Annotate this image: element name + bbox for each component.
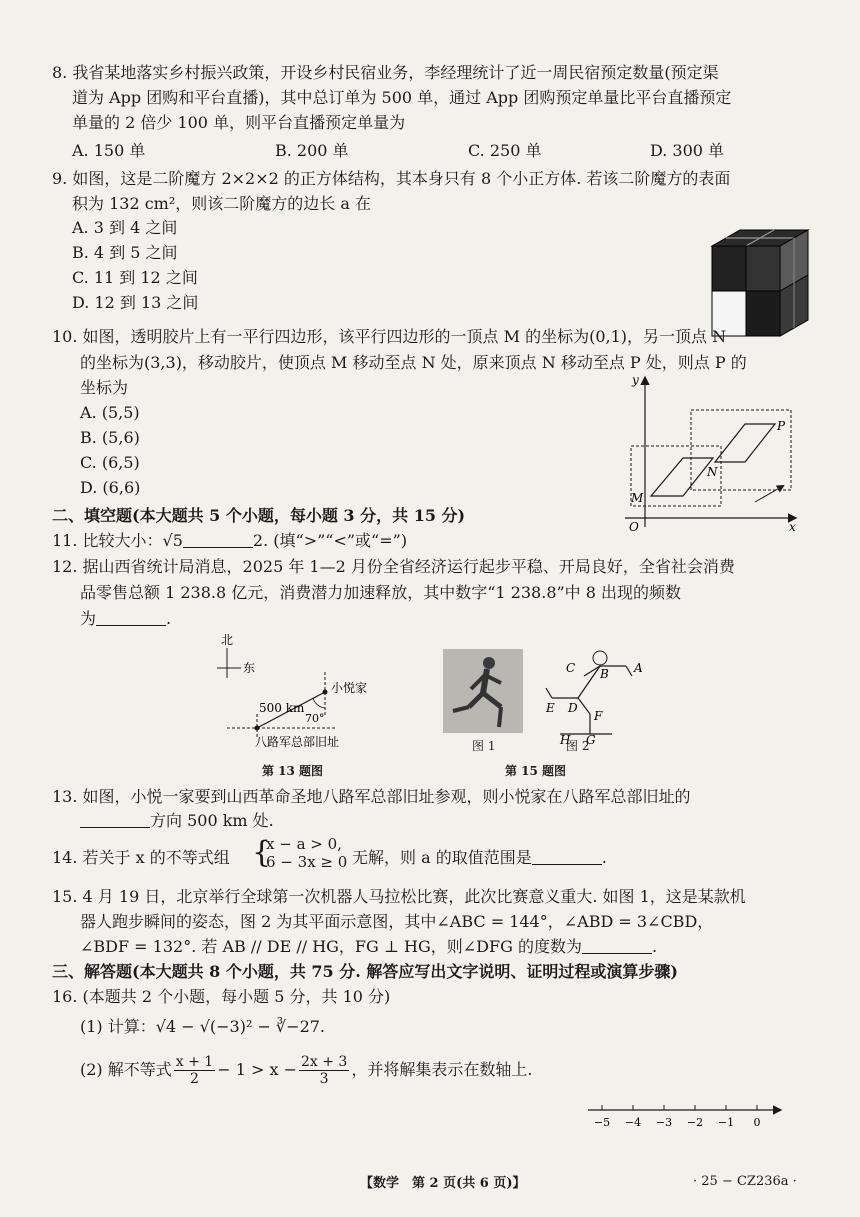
q14-line [52,847,230,869]
fraction-1-numerator: x + 1 [175,1054,214,1070]
label-f: F [594,709,603,723]
point-n-label: N [707,465,718,479]
fig13-caption: 第 13 题图 [262,764,324,778]
origin-label: O [629,520,639,532]
tick-label: −2 [686,1116,704,1129]
q11-suffix: 2. (填“>”“<”或“=”) [252,531,408,550]
q12-suffix: . [166,609,172,628]
q12-line3 [80,608,171,630]
q15-line3 [80,936,657,958]
q8-option-a: A. 150 单 [72,141,146,160]
q13-line1: 13. 如图，小悦一家要到山西革命圣地八路军总部旧址参观，则小悦家在八路军总部旧址的 [52,787,691,806]
number-line [580,1098,790,1132]
q16-part2-prefix: (2) 解不等式 [80,1060,172,1079]
q11-prefix: 11. 比较大小：√5 [52,531,183,550]
q9-option-d: D. 12 到 13 之间 [72,293,199,312]
q13-suffix: 方向 500 km 处. [150,811,274,830]
fig13-direction-diagram [215,630,415,760]
fig15-fig2-label: 图 2 [566,739,590,753]
fraction-1-denominator: 2 [190,1071,199,1087]
fraction-1 [174,1054,215,1087]
label-b: B [600,667,609,681]
q10-option-b: B. (5,6) [80,428,140,447]
q8-option-b: B. 200 单 [275,141,349,160]
page-code: · 25 − CZ236a · [693,1174,797,1189]
label-d: D [568,701,578,715]
north-label: 北 [221,633,234,647]
robot-photo [443,649,523,733]
q16-part2 [80,1052,532,1088]
q8-line2: 道为 App 团购和平台直播)，其中总订单为 500 单，通过 App 团购预定单量比平台直播预定 [72,88,732,107]
point-p-label: P [777,419,786,433]
q10-coordinate-figure [615,372,805,532]
q10-line2: 的坐标为(3,3)，移动胶片，使顶点 M 移动至点 N 处，原来顶点 N 移动至点 P 处，则点 P 的 [80,353,747,372]
fraction-2-numerator: 2x + 3 [300,1054,348,1070]
q8-line1: 8. 我省某地落实乡村振兴政策，开设乡村民宿业务，李经理统计了近一周民宿预定数量(预定渠 [52,63,719,82]
tick-label: −5 [593,1116,611,1129]
y-axis-label: y [632,373,639,387]
q15-line2: 器人跑步瞬间的姿态，图 2 为其平面示意图，其中∠ABC = 144°，∠ABD = 3∠CBD， [80,912,714,931]
q8-line3: 单量的 2 倍少 100 单，则平台直播预定单量为 [72,113,406,132]
q12-line1: 12. 据山西省统计局消息，2025 年 1—2 月份全省经济运行起步平稳、开局良好，全省社会消费 [52,557,735,576]
fraction-2-denominator: 3 [319,1071,329,1087]
fraction-2 [299,1054,349,1087]
angle-label: 70° [305,712,325,725]
q10-option-a: A. (5,5) [80,403,140,422]
q14-answer-blank[interactable] [532,848,602,865]
label-g: G [586,733,596,746]
q11-line [52,530,407,552]
q14-end: . [601,848,607,867]
q9-line1: 9. 如图，这是二阶魔方 2×2×2 的正方体结构，其本身只有 8 个小正方体. 若该二阶魔方的表面 [52,169,731,188]
q12-line2: 品零售总额 1 238.8 亿元，消费潜力加速释放，其中数字“1 238.8”中 8 出现的频数 [80,583,682,602]
q14-prefix: 14. 若关于 x 的不等式组 [52,848,230,867]
x-axis-label: x [789,520,796,532]
q16-header: 16. (本题共 2 个小题，每小题 5 分，共 10 分) [52,987,391,1006]
q15-suffix: . [651,937,658,956]
q14-line-tail [352,847,607,869]
q9-line2: 积为 132 cm²，则该二阶魔方的边长 a 在 [72,194,371,213]
label-c: C [566,661,576,675]
q12-answer-blank[interactable] [96,609,166,626]
home-label: 小悦家 [331,681,368,695]
q9-option-c: C. 11 到 12 之间 [72,268,198,287]
q15-line1: 15. 4 月 19 日，北京举行全球第一次机器人马拉松比赛，此次比赛意义重大. 如图 1，这是某款机 [52,887,746,906]
left-brace: { [252,835,272,870]
q11-answer-blank[interactable] [183,531,253,548]
fig15-schematic [538,646,648,746]
section-3-title: 三、解答题(本大题共 8 个小题，共 75 分. 解答应写出文字说明、证明过程或演算步骤) [52,962,678,981]
q8-option-d: D. 300 单 [650,141,725,160]
site-label: 八路军总部旧址 [255,735,340,749]
q9-option-a: A. 3 到 4 之间 [72,218,178,237]
tick-label: −1 [717,1116,735,1129]
q15-answer-blank[interactable] [582,937,652,954]
label-e: E [546,701,555,715]
page-footer: 【数学 第 2 页(共 6 页)】 [360,1176,526,1191]
east-label: 东 [243,661,256,675]
fig15-caption: 第 15 题图 [505,764,567,778]
rubik-cube-figure [700,228,812,340]
q14-inequality-2: 6 − 3x ≥ 0 [266,853,348,871]
tick-label: −3 [655,1116,673,1129]
distance-label: 500 km [259,701,305,715]
q16-part2-suffix: ，并将解集表示在数轴上. [351,1060,533,1079]
tick-label: −4 [624,1116,642,1129]
q15-prefix: ∠BDF = 132°. 若 AB // DE // HG，FG ⊥ HG，则∠DFG 的度数为 [80,937,582,956]
section-2-title: 二、填空题(本大题共 5 个小题，每小题 3 分，共 15 分) [52,506,466,525]
q12-prefix: 为 [80,609,97,628]
robot-runner-icon [443,649,523,733]
q10-line1: 10. 如图，透明胶片上有一平行四边形，该平行四边形的一顶点 M 的坐标为(0,1)，另一顶点 N [52,327,727,346]
q8-option-c: C. 250 单 [468,141,542,160]
q14-inequality-1: x − a > 0, [266,835,342,853]
label-a: A [634,661,643,675]
q14-suffix: 无解，则 a 的取值范围是 [352,848,532,867]
q10-option-d: D. (6,6) [80,478,141,497]
q13-answer-blank[interactable] [80,811,150,828]
q9-option-b: B. 4 到 5 之间 [72,243,178,262]
label-h: H [560,733,571,746]
point-m-label: M [631,491,644,505]
tick-label: 0 [753,1116,761,1129]
q13-line2 [80,810,274,832]
q10-option-c: C. (6,5) [80,453,140,472]
q16-part2-middle: − 1 > x − [217,1060,297,1079]
q10-line3: 坐标为 [80,378,129,397]
q16-part1: (1) 计算：√4 − √(−3)² − ∛−27. [80,1017,326,1036]
fig15-fig1-label: 图 1 [472,739,496,753]
